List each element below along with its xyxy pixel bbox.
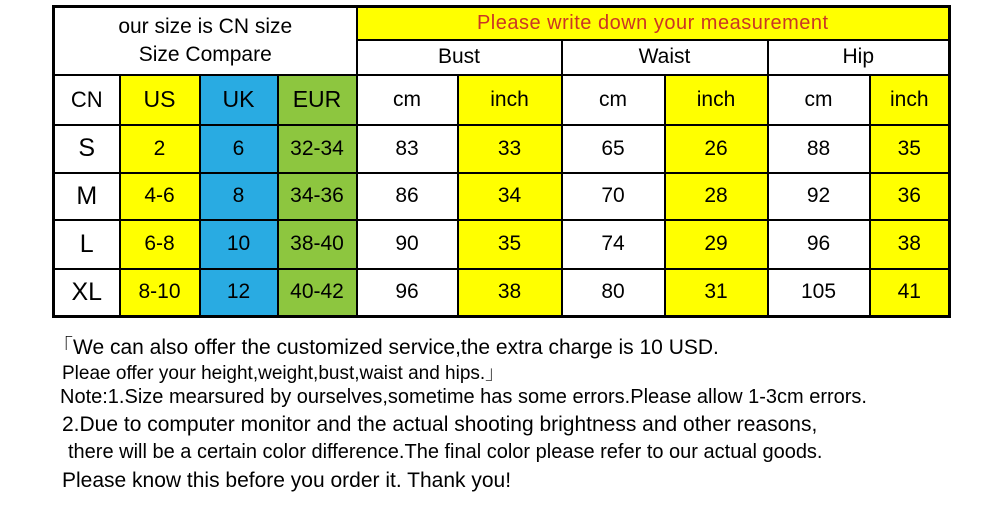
bust-cm-cell: 86	[357, 173, 458, 220]
uk-size-cell: 6	[200, 125, 278, 173]
waist-inch-cell: 28	[665, 173, 768, 220]
hip-inch-cell: 35	[870, 125, 950, 173]
size-cell: XL	[54, 269, 120, 317]
eur-size-cell: 34-36	[278, 173, 357, 220]
size-cell: L	[54, 220, 120, 269]
hip-inch-cell: 36	[870, 173, 950, 220]
unit-header-waist-inch: inch	[665, 75, 768, 125]
table-row-l	[54, 220, 950, 269]
waist-cm-cell: 70	[562, 173, 665, 220]
size-cell: S	[54, 125, 120, 173]
bust-inch-cell: 33	[458, 125, 562, 173]
table-row-m	[54, 173, 950, 220]
group-header-bust: Bust	[357, 40, 562, 75]
bust-cm-cell: 90	[357, 220, 458, 269]
size-compare-line2: Size Compare	[138, 42, 272, 66]
group-header-waist: Waist	[562, 40, 768, 75]
bust-inch-cell: 35	[458, 220, 562, 269]
size-compare-line1: our size is CN size	[118, 15, 293, 39]
waist-cm-cell: 74	[562, 220, 665, 269]
waist-cm-cell: 80	[562, 269, 665, 317]
us-size-cell: 6-8	[120, 220, 200, 269]
us-size-cell: 8-10	[120, 269, 200, 317]
size-chart-table	[52, 5, 951, 318]
waist-inch-cell: 29	[665, 220, 768, 269]
waist-inch-cell: 26	[665, 125, 768, 173]
hip-cm-cell: 88	[768, 125, 870, 173]
uk-size-cell: 8	[200, 173, 278, 220]
note-measure-errors: Note:1.Size mearsured by ourselves,sometime has some errors.Please allow 1-3cm errors.	[60, 386, 867, 408]
bust-cm-cell: 83	[357, 125, 458, 173]
unit-header-bust-cm: cm	[357, 75, 458, 125]
note-color-difference: there will be a certain color difference.The final color please refer to our actual goods.	[68, 441, 823, 463]
col-header-eur: EUR	[278, 75, 357, 125]
eur-size-cell: 40-42	[278, 269, 357, 317]
hip-cm-cell: 105	[768, 269, 870, 317]
col-header-uk: UK	[200, 75, 278, 125]
bust-inch-cell: 38	[458, 269, 562, 317]
notes-section	[52, 331, 962, 497]
us-size-cell: 4-6	[120, 173, 200, 220]
note-custom-service: 「We can also offer the customized service,the extra charge is 10 USD.	[52, 336, 719, 359]
hip-cm-cell: 92	[768, 173, 870, 220]
col-header-us: US	[120, 75, 200, 125]
table-row-s	[54, 125, 950, 173]
eur-size-cell: 38-40	[278, 220, 357, 269]
unit-header-hip-cm: cm	[768, 75, 870, 125]
unit-header-bust-inch: inch	[458, 75, 562, 125]
hip-inch-cell: 41	[870, 269, 950, 317]
note-thank-you: Please know this before you order it. Thank you!	[62, 469, 512, 492]
measurement-banner: Please write down your measurement	[357, 7, 950, 40]
bust-inch-cell: 34	[458, 173, 562, 220]
unit-header-hip-inch: inch	[870, 75, 950, 125]
note-monitor-reasons: 2.Due to computer monitor and the actual shooting brightness and other reasons,	[62, 413, 818, 436]
note-offer-measurements: Pleae offer your height,weight,bust,waist and hips.」	[62, 363, 505, 384]
waist-inch-cell: 31	[665, 269, 768, 317]
col-header-cn: CN	[54, 75, 120, 125]
uk-size-cell: 12	[200, 269, 278, 317]
bust-cm-cell: 96	[357, 269, 458, 317]
hip-cm-cell: 96	[768, 220, 870, 269]
uk-size-cell: 10	[200, 220, 278, 269]
us-size-cell: 2	[120, 125, 200, 173]
waist-cm-cell: 65	[562, 125, 665, 173]
hip-inch-cell: 38	[870, 220, 950, 269]
size-compare-header	[54, 7, 357, 75]
eur-size-cell: 32-34	[278, 125, 357, 173]
group-header-hip: Hip	[768, 40, 950, 75]
unit-header-waist-cm: cm	[562, 75, 665, 125]
table-row-xl	[54, 269, 950, 317]
size-cell: M	[54, 173, 120, 220]
